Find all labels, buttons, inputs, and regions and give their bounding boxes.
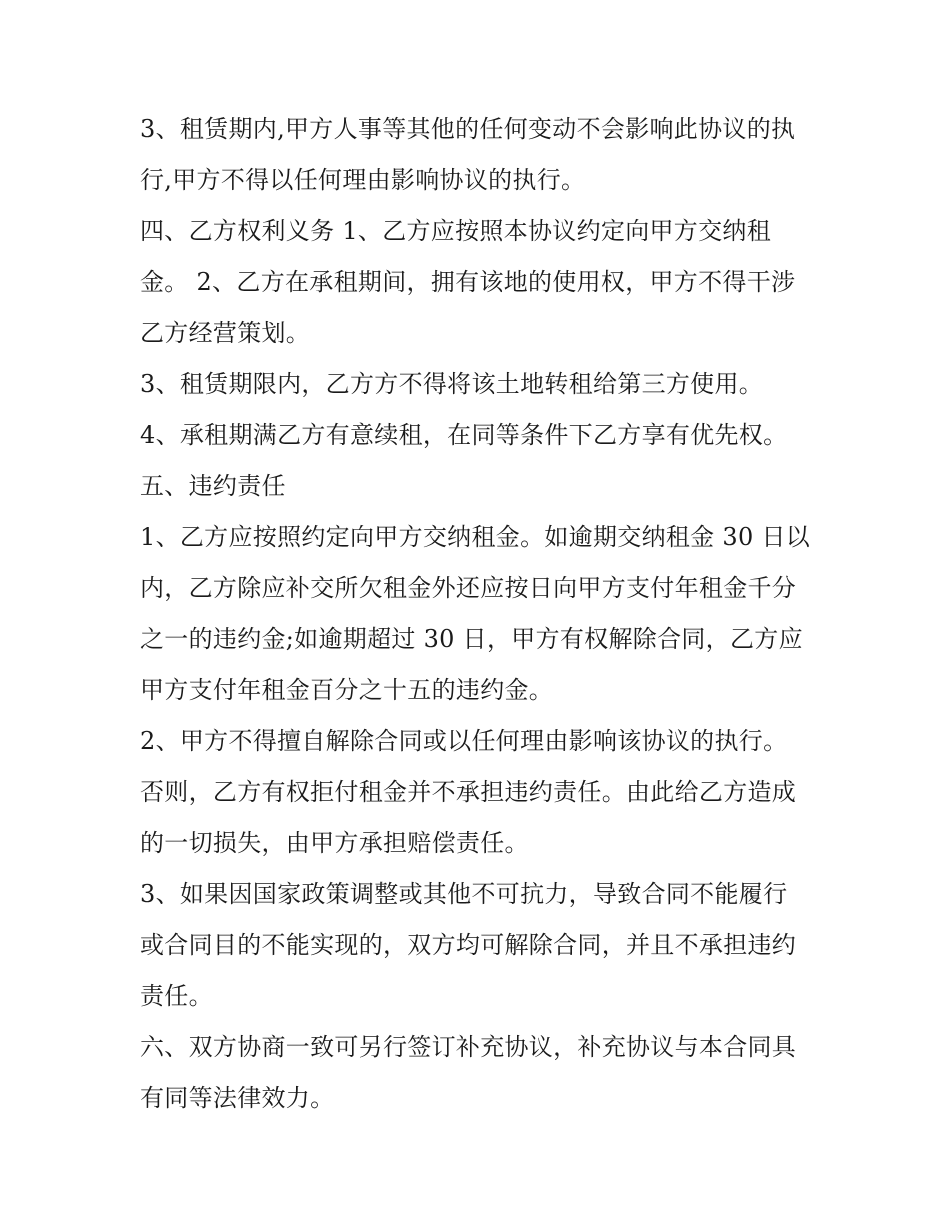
text-line: 3、租赁期限内，乙方方不得将该土地转租给第三方使用。 bbox=[140, 370, 764, 398]
text-line: 乙方经营策划。 bbox=[140, 319, 311, 347]
document-body bbox=[140, 104, 830, 1124]
text-line: 六、双方协商一致可另行签订补充协议，补充协议与本合同具 bbox=[140, 1033, 797, 1061]
text-line: 3、租赁期内,甲方人事等其他的任何变动不会影响此协议的执 bbox=[140, 115, 796, 143]
text-line: 有同等法律效力。 bbox=[140, 1084, 335, 1112]
text-line: 之一的违约金;如逾期超过 30 日，甲方有权解除合同，乙方应 bbox=[140, 625, 803, 653]
text-line: 内，乙方除应补交所欠租金外还应按日向甲方支付年租金千分 bbox=[140, 574, 797, 602]
text-line: 甲方支付年租金百分之十五的违约金。 bbox=[140, 676, 554, 704]
text-line: 4、承租期满乙方有意续租，在同等条件下乙方享有优先权。 bbox=[140, 421, 788, 449]
text-line: 2、甲方不得擅自解除合同或以任何理由影响该协议的执行。 bbox=[140, 727, 788, 755]
text-line: 的一切损失，由甲方承担赔偿责任。 bbox=[140, 829, 529, 857]
text-line: 或合同目的不能实现的，双方均可解除合同，并且不承担违约 bbox=[140, 931, 797, 959]
text-line: 金。 2、乙方在承租期间，拥有该地的使用权，甲方不得干涉 bbox=[140, 268, 796, 296]
text-line: 3、如果因国家政策调整或其他不可抗力，导致合同不能履行 bbox=[140, 880, 788, 908]
text-line: 四、乙方权利义务 1、乙方应按照本协议约定向甲方交纳租 bbox=[140, 217, 771, 245]
text-line: 否则，乙方有权拒付租金并不承担违约责任。由此给乙方造成 bbox=[140, 778, 797, 806]
text-line: 行,甲方不得以任何理由影响协议的执行。 bbox=[140, 166, 586, 194]
text-line: 责任。 bbox=[140, 982, 213, 1010]
text-line: 1、乙方应按照约定向甲方交纳租金。如逾期交纳租金 30 日以 bbox=[140, 523, 811, 551]
section-heading: 五、违约责任 bbox=[140, 472, 286, 500]
